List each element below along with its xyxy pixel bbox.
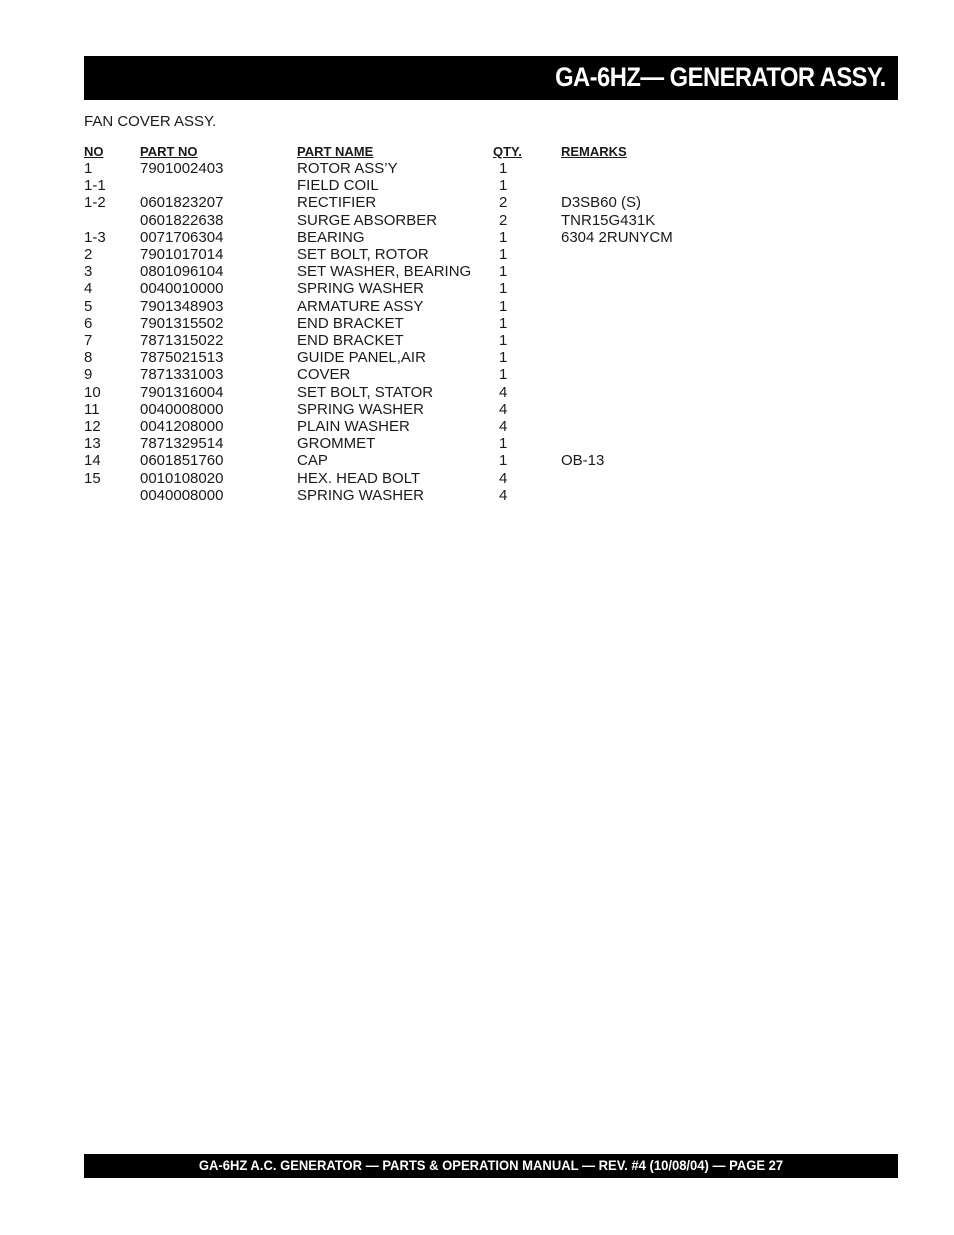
cell-remarks bbox=[561, 384, 684, 401]
cell-part-name: END BRACKET bbox=[297, 314, 404, 332]
cell-remarks bbox=[561, 470, 684, 487]
cell-no: 8 bbox=[84, 349, 93, 367]
table-row bbox=[84, 263, 684, 280]
cell-qty: 1 bbox=[499, 228, 508, 246]
cell-part-no: 0041208000 bbox=[140, 418, 224, 436]
cell-no: 14 bbox=[84, 452, 101, 470]
cell-part-no: 7875021513 bbox=[140, 349, 224, 367]
cell-no: 6 bbox=[84, 314, 93, 332]
column-header-remarks: REMARKS bbox=[561, 144, 627, 159]
cell-qty: 1 bbox=[499, 452, 508, 470]
cell-part-name: SPRING WASHER bbox=[297, 280, 424, 298]
column-header-part-no: PART NO bbox=[140, 144, 198, 159]
cell-part-name: PLAIN WASHER bbox=[297, 418, 410, 436]
table-row bbox=[84, 280, 684, 297]
table-row bbox=[84, 384, 684, 401]
page-footer-text: GA-6HZ A.C. GENERATOR — PARTS & OPERATION MANUAL — REV. #4 (10/08/04) — PAGE 27 bbox=[198, 1157, 784, 1173]
cell-part-no: 0040008000 bbox=[140, 400, 224, 418]
cell-no: 2 bbox=[84, 246, 93, 264]
cell-no: 1-2 bbox=[84, 194, 106, 212]
cell-part-name: HEX. HEAD BOLT bbox=[297, 469, 421, 487]
cell-qty: 4 bbox=[499, 486, 508, 504]
table-row bbox=[84, 212, 684, 229]
cell-no: 3 bbox=[84, 263, 93, 281]
cell-part-name: ROTOR ASS’Y bbox=[297, 160, 398, 177]
cell-part-no: 0071706304 bbox=[140, 228, 224, 246]
cell-no bbox=[84, 487, 140, 504]
page-header-bar bbox=[84, 56, 898, 100]
cell-part-no bbox=[140, 177, 297, 194]
cell-no: 4 bbox=[84, 280, 93, 298]
cell-qty: 1 bbox=[499, 332, 508, 350]
cell-part-no: 7871331003 bbox=[140, 366, 224, 384]
cell-no bbox=[84, 212, 140, 229]
cell-remarks: TNR15G431K bbox=[561, 211, 656, 229]
cell-part-no: 7871315022 bbox=[140, 332, 224, 350]
column-header-qty: QTY. bbox=[493, 144, 522, 159]
cell-qty: 2 bbox=[499, 211, 508, 229]
cell-remarks: D3SB60 (S) bbox=[561, 194, 642, 212]
cell-part-name: SURGE ABSORBER bbox=[297, 211, 438, 229]
table-row bbox=[84, 366, 684, 383]
cell-part-name: SET WASHER, BEARING bbox=[297, 263, 472, 281]
table-row bbox=[84, 246, 684, 263]
cell-qty: 1 bbox=[499, 263, 508, 281]
table-row bbox=[84, 315, 684, 332]
cell-part-no: 0010108020 bbox=[140, 469, 224, 487]
cell-part-no: 0601823207 bbox=[140, 194, 224, 212]
cell-part-no: 0040010000 bbox=[140, 280, 224, 298]
table-row bbox=[84, 177, 684, 194]
cell-qty: 1 bbox=[499, 280, 508, 298]
cell-no: 5 bbox=[84, 297, 93, 315]
cell-qty: 2 bbox=[499, 194, 508, 212]
cell-part-no: 7901017014 bbox=[140, 246, 224, 264]
cell-qty: 1 bbox=[499, 366, 508, 384]
cell-part-name: SPRING WASHER bbox=[297, 400, 424, 418]
section-title: FAN COVER ASSY. bbox=[84, 113, 217, 130]
cell-remarks bbox=[561, 435, 684, 452]
cell-remarks bbox=[561, 160, 684, 177]
cell-part-name: CAP bbox=[297, 452, 328, 470]
cell-qty: 4 bbox=[499, 418, 508, 436]
cell-part-name: SPRING WASHER bbox=[297, 486, 424, 504]
cell-part-no: 0601822638 bbox=[140, 211, 224, 229]
page-title: GA-6HZ— GENERATOR ASSY. bbox=[555, 62, 886, 92]
cell-part-no: 7901315502 bbox=[140, 314, 224, 332]
cell-no: 1-1 bbox=[84, 177, 106, 195]
cell-remarks bbox=[561, 487, 684, 504]
cell-remarks bbox=[561, 332, 684, 349]
cell-remarks bbox=[561, 263, 684, 280]
parts-table bbox=[84, 143, 684, 504]
table-row bbox=[84, 418, 684, 435]
cell-remarks bbox=[561, 177, 684, 194]
cell-qty: 1 bbox=[499, 246, 508, 264]
cell-remarks bbox=[561, 280, 684, 297]
cell-no: 1-3 bbox=[84, 228, 106, 246]
cell-no: 15 bbox=[84, 469, 101, 487]
cell-part-name: FIELD COIL bbox=[297, 177, 379, 195]
cell-qty: 1 bbox=[499, 435, 508, 453]
cell-qty: 1 bbox=[499, 314, 508, 332]
cell-qty: 1 bbox=[499, 297, 508, 315]
cell-part-name: END BRACKET bbox=[297, 332, 404, 350]
cell-part-no: 0601851760 bbox=[140, 452, 224, 470]
table-row bbox=[84, 298, 684, 315]
cell-remarks bbox=[561, 298, 684, 315]
table-row bbox=[84, 401, 684, 418]
cell-part-no: 7901316004 bbox=[140, 383, 224, 401]
cell-part-no: 7871329514 bbox=[140, 435, 224, 453]
cell-qty: 1 bbox=[499, 160, 508, 177]
cell-part-name: ARMATURE ASSY bbox=[297, 297, 424, 315]
cell-part-no: 7901002403 bbox=[140, 160, 224, 177]
page-footer-bar bbox=[84, 1154, 898, 1178]
table-row bbox=[84, 487, 684, 504]
cell-part-name: SET BOLT, ROTOR bbox=[297, 246, 429, 264]
cell-no: 12 bbox=[84, 418, 101, 436]
cell-remarks bbox=[561, 401, 684, 418]
cell-qty: 1 bbox=[499, 177, 508, 195]
table-row bbox=[84, 332, 684, 349]
cell-remarks bbox=[561, 315, 684, 332]
table-row bbox=[84, 470, 684, 487]
cell-remarks: 6304 2RUNYCM bbox=[561, 228, 673, 246]
cell-no: 7 bbox=[84, 332, 93, 350]
table-row bbox=[84, 160, 684, 177]
table-row bbox=[84, 452, 684, 469]
cell-part-name: COVER bbox=[297, 366, 351, 384]
cell-part-no: 0040008000 bbox=[140, 486, 224, 504]
table-row bbox=[84, 349, 684, 366]
cell-remarks bbox=[561, 366, 684, 383]
cell-no: 13 bbox=[84, 435, 101, 453]
cell-remarks bbox=[561, 418, 684, 435]
cell-no: 9 bbox=[84, 366, 93, 384]
cell-part-name: SET BOLT, STATOR bbox=[297, 383, 434, 401]
cell-qty: 4 bbox=[499, 400, 508, 418]
cell-qty: 1 bbox=[499, 349, 508, 367]
cell-qty: 4 bbox=[499, 469, 508, 487]
cell-part-name: GROMMET bbox=[297, 435, 376, 453]
cell-part-name: BEARING bbox=[297, 228, 365, 246]
cell-no: 10 bbox=[84, 383, 101, 401]
column-header-part-name: PART NAME bbox=[297, 144, 374, 159]
table-header-row bbox=[84, 143, 684, 160]
table-row bbox=[84, 194, 684, 211]
cell-part-name: RECTIFIER bbox=[297, 194, 377, 212]
parts-table-body bbox=[84, 160, 684, 504]
table-row bbox=[84, 229, 684, 246]
cell-remarks bbox=[561, 246, 684, 263]
cell-remarks: OB-13 bbox=[561, 452, 605, 470]
cell-part-no: 7901348903 bbox=[140, 297, 224, 315]
cell-qty: 4 bbox=[499, 383, 508, 401]
cell-no: 1 bbox=[84, 160, 93, 177]
column-header-no: NO bbox=[84, 144, 104, 159]
cell-no: 11 bbox=[84, 400, 100, 418]
table-row bbox=[84, 435, 684, 452]
cell-part-name: GUIDE PANEL,AIR bbox=[297, 349, 426, 367]
cell-remarks bbox=[561, 349, 684, 366]
cell-part-no: 0801096104 bbox=[140, 263, 224, 281]
